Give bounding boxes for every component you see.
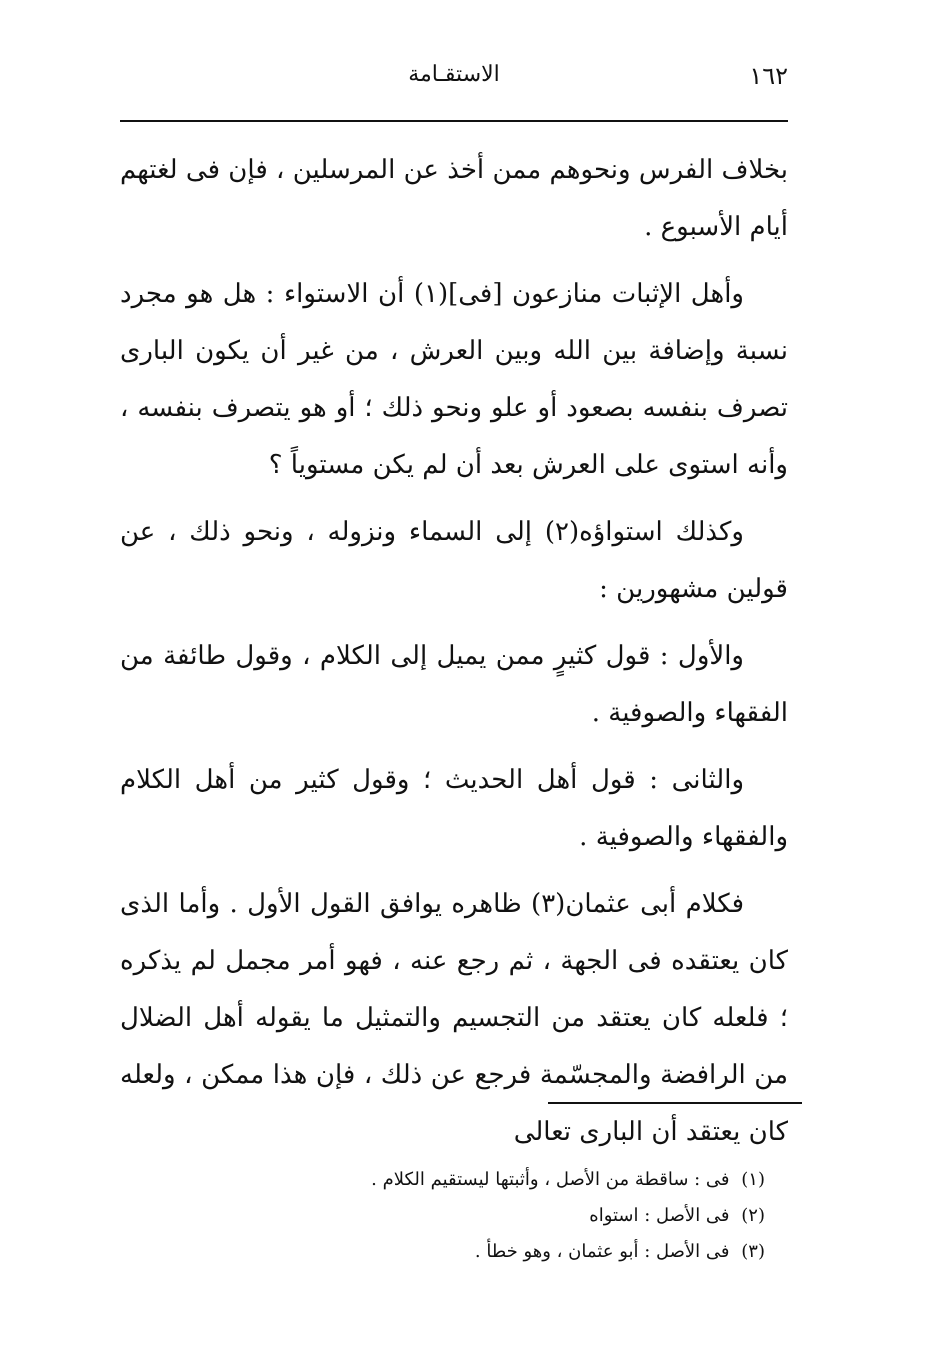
- footnote: [120, 1234, 765, 1270]
- footnote-text: فى : ساقطة من الأصل ، وأثبتها ليستقيم الكلام .: [371, 1169, 730, 1190]
- footnotes: [120, 1162, 765, 1270]
- footnote-mark: (١): [741, 1169, 765, 1190]
- footnote-text: فى الأصل : أبو عثمان ، وهو خطأ .: [474, 1241, 730, 1262]
- paragraph: بخلاف الفرس ونحوهم ممن أخذ عن المرسلين ، فإن فى لغتهم أيام الأسبوع .: [120, 155, 788, 242]
- body-text: [120, 142, 788, 1171]
- paragraph: والثانى : قول أهل الحديث ؛ وقول كثير من أهل الكلام والفقهاء والصوفية .: [120, 765, 788, 852]
- footnote: [120, 1162, 765, 1198]
- paragraph: فكلام أبى عثمان(٣) ظاهره يوافق القول الأول . وأما الذى كان يعتقده فى الجهة ، ثم رجع عنه ، فهو أمر مجمل لم يذكره ؛ فلعله كان يعتقد من التجسيم والتمثيل ما يقوله أهل الضلال من الرافضة والمجسّمة فرجع عن ذلك ، فإن هذا ممكن ، ولعله كان يعتقد أن البارى تعالى: [120, 889, 788, 1147]
- footnote: [120, 1198, 765, 1234]
- paragraph: وأهل الإثبات منازعون [فى](١) أن الاستواء : هل هو مجرد نسبة وإضافة بين الله وبين العرش ، من غير أن يكون البارى تصرف بنفسه بصعود أو علو ونحو ذلك ؛ أو هو يتصرف بنفسه ، وأنه استوى على العرش بعد أن لم يكن مستوياً ؟: [120, 279, 788, 480]
- running-title: الاستقـامة: [408, 62, 500, 87]
- footnote-mark: (٣): [741, 1241, 765, 1262]
- page-number: ١٦٢: [749, 62, 788, 90]
- footnote-text: فى الأصل : استواه: [589, 1205, 730, 1226]
- header-rule: [120, 120, 788, 122]
- paragraph: وكذلك استواؤه(٢) إلى السماء ونزوله ، ونحو ذلك ، عن قولين مشهورين :: [120, 517, 788, 604]
- page-header: [120, 58, 788, 98]
- footnote-mark: (٢): [741, 1205, 765, 1226]
- paragraph: والأول : قول كثيرٍ ممن يميل إلى الكلام ، وقول طائفة من الفقهاء والصوفية .: [120, 641, 788, 728]
- footnote-rule: [548, 1102, 802, 1104]
